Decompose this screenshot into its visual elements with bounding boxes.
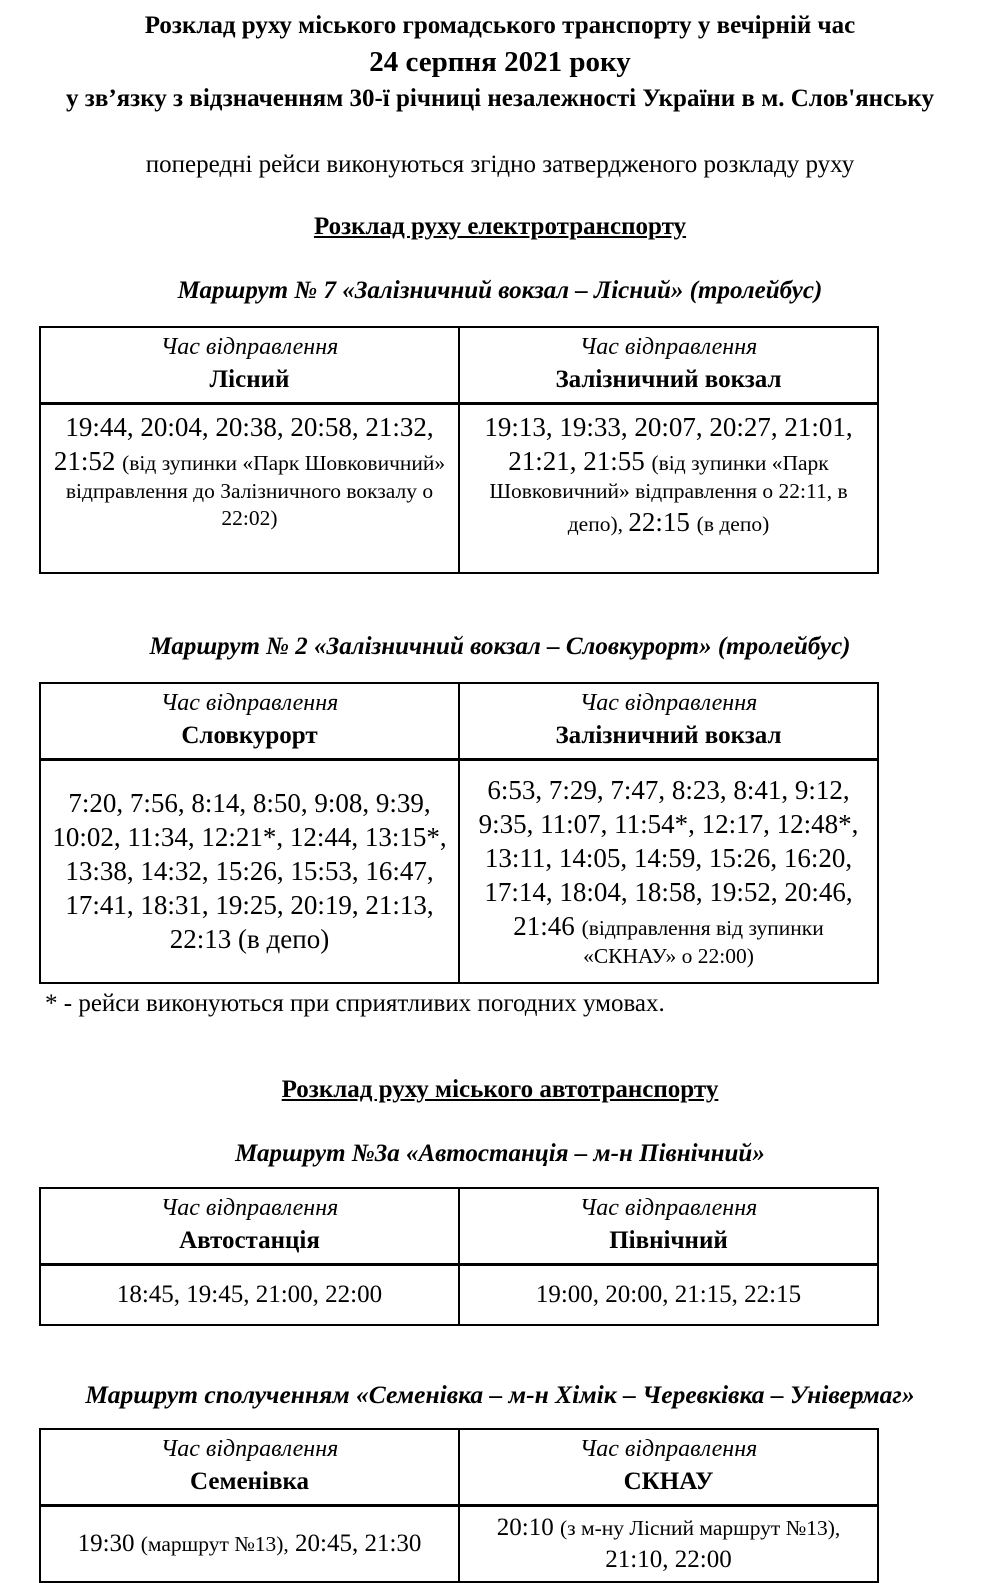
departure-time-label: Час відправлення (579, 1195, 758, 1222)
departure-time-label: Час відправлення (579, 1436, 758, 1463)
schedule-table-bus-3a (39, 1187, 879, 1325)
times-cell-avtostantsiia: 18:45, 19:45, 21:00, 22:00 (40, 1265, 459, 1325)
location-label: Семенівка (190, 1468, 309, 1496)
table-body-row (40, 403, 878, 573)
schedule-table-trolleybus-2 (39, 682, 879, 984)
route-title-semenivka: Маршрут сполученням «Семенівка – м-н Хімік – Черевківка – Універмаг» (85, 1379, 915, 1409)
preliminary-trips-note: попередні рейси виконуються згідно затвердженого розкладу руху (145, 150, 855, 178)
weather-footnote: * - рейси виконуються при сприятливих погодних умовах. (45, 990, 665, 1018)
departure-time-label: Час відправлення (160, 690, 339, 717)
departure-time-label: Час відправлення (160, 1436, 339, 1463)
departure-time-label: Час відправлення (160, 1195, 339, 1222)
times-cell-lisnyi: 19:44, 20:04, 20:38, 20:58, 21:32, 21:52 (від зупинки «Парк Шовковичний» відправлення до Залізничного вокзалу о 22:02) (40, 403, 459, 573)
table-header-row (40, 1188, 878, 1264)
location-label: СКНАУ (623, 1468, 714, 1496)
departure-time-label: Час відправлення (579, 333, 758, 360)
document-title-line-1: Розклад руху міського громадського транспорту у вечірній час (144, 12, 856, 39)
table-header-row (40, 683, 878, 759)
section-heading-electrotransport: Розклад руху електротранспорту (313, 212, 687, 240)
departure-time-label: Час відправлення (579, 690, 758, 717)
times-cell-pivnichnyi: 19:00, 20:00, 21:15, 22:15 (459, 1265, 878, 1325)
location-label: Північний (609, 1227, 728, 1255)
column-header-pivnichnyi (459, 1188, 878, 1264)
times-cell-slovkurort: 7:20, 7:56, 8:14, 8:50, 9:08, 9:39, 10:02, 11:34, 12:21*, 12:44, 13:15*, 13:38, 14:32, 15:26, 15:53, 16:47, 17:41, 18:31, 19:25, 20:19, 21:13, 22:13 (в депо) (40, 759, 459, 983)
departure-time-label: Час відправлення (160, 333, 339, 360)
location-label: Словкурорт (181, 721, 318, 749)
section-heading-autotransport: Розклад руху міського автотранспорту (281, 1076, 719, 1104)
location-label: Залізничний вокзал (555, 721, 782, 749)
document-title-line-3: у зв’язку з відзначенням 30-ї річниці незалежності України в м. Слов'янську (66, 84, 934, 112)
column-header-slovkurort (40, 683, 459, 759)
times-cell-sknau: 20:10 (з м-ну Лісний маршрут №13), 21:10, 22:00 (459, 1506, 878, 1583)
route-title-trolleybus-2: Маршрут № 2 «Залізничний вокзал – Словкурорт» (тролейбус) (149, 633, 851, 661)
table-body-row (40, 1265, 878, 1325)
times-cell-railway-station: 6:53, 7:29, 7:47, 8:23, 8:41, 9:12, 9:35, 11:07, 11:54*, 12:17, 12:48*, 13:11, 14:05, 14:59, 15:26, 16:20, 17:14, 18:04, 18:58, 19:52, 20:46, 21:46 (відправлення від зупинки «СКНАУ» о 22:00) (459, 759, 878, 983)
location-label: Лісний (209, 365, 290, 393)
column-header-railway-station (459, 327, 878, 403)
column-header-sknau (459, 1429, 878, 1505)
location-label: Залізничний вокзал (555, 365, 782, 393)
table-header-row (40, 1429, 878, 1505)
column-header-avtostantsiia (40, 1188, 459, 1264)
column-header-semenivka (40, 1429, 459, 1505)
location-label: Автостанція (179, 1227, 320, 1255)
route-title-trolleybus-7: Маршрут № 7 «Залізничний вокзал – Лісний» (тролейбус) (177, 276, 823, 304)
table-header-row (40, 327, 878, 403)
column-header-lisnyi (40, 327, 459, 403)
schedule-table-trolleybus-7 (39, 326, 879, 574)
table-body-row (40, 1506, 878, 1583)
times-cell-railway-station: 19:13, 19:33, 20:07, 20:27, 21:01, 21:21, 21:55 (від зупинки «Парк Шовковичний» відправлення о 22:11, в депо), 22:15 (в депо) (459, 403, 878, 573)
table-body-row (40, 759, 878, 983)
document-date-line: 24 серпня 2021 року (369, 46, 631, 79)
column-header-railway-station (459, 683, 878, 759)
route-title-bus-3a: Маршрут №3а «Автостанція – м-н Північний» (235, 1140, 765, 1168)
times-cell-semenivka: 19:30 (маршрут №13), 20:45, 21:30 (40, 1506, 459, 1583)
schedule-table-semenivka (39, 1428, 879, 1583)
